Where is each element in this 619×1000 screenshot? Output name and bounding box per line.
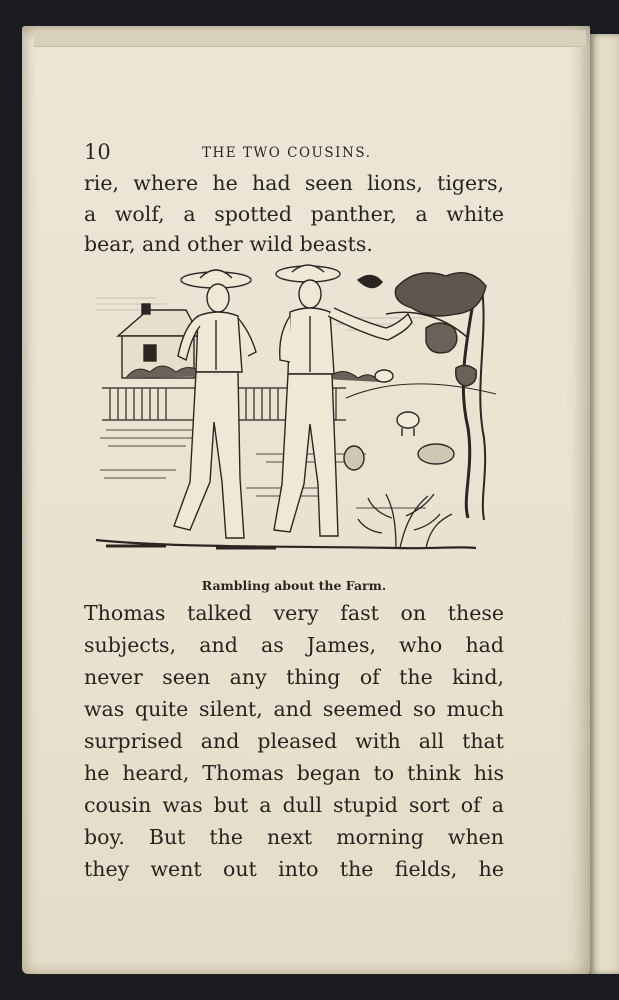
- right-boy-figure: [274, 265, 412, 536]
- foreground-plants: [358, 494, 452, 548]
- text-line: Thomas talked very fast on these: [84, 601, 504, 625]
- woodcut-illustration: [96, 258, 496, 573]
- text-line: surprised and pleased with all that: [84, 729, 504, 753]
- text-line: was quite silent, and seemed so much: [84, 697, 504, 721]
- text-line: never seen any thing of the kind,: [84, 665, 504, 689]
- illustration-caption: Rambling about the Farm.: [201, 578, 387, 593]
- text-line: rie, where he had seen lions, tigers,: [84, 171, 504, 195]
- text-line: a wolf, a spotted panther, a white: [84, 202, 504, 226]
- ground-hatching: [100, 430, 426, 508]
- text-line: they went out into the fields, he: [84, 857, 504, 881]
- next-page-edge: [590, 34, 619, 974]
- text-line: he heard, Thomas began to think his: [84, 761, 504, 785]
- text-line: subjects, and as James, who had: [84, 633, 504, 657]
- running-header: [84, 140, 504, 166]
- page-number: 10: [84, 140, 111, 164]
- sheep: [375, 370, 419, 436]
- page-top-edge: [34, 30, 586, 47]
- text-line: bear, and other wild beasts.: [84, 232, 373, 256]
- cows: [344, 444, 454, 470]
- running-title: THE TWO COUSINS.: [202, 145, 372, 161]
- text-line: boy. But the next morning when: [84, 825, 504, 849]
- text-line: cousin was but a dull stupid sort of a: [84, 793, 504, 817]
- tree: [358, 273, 486, 520]
